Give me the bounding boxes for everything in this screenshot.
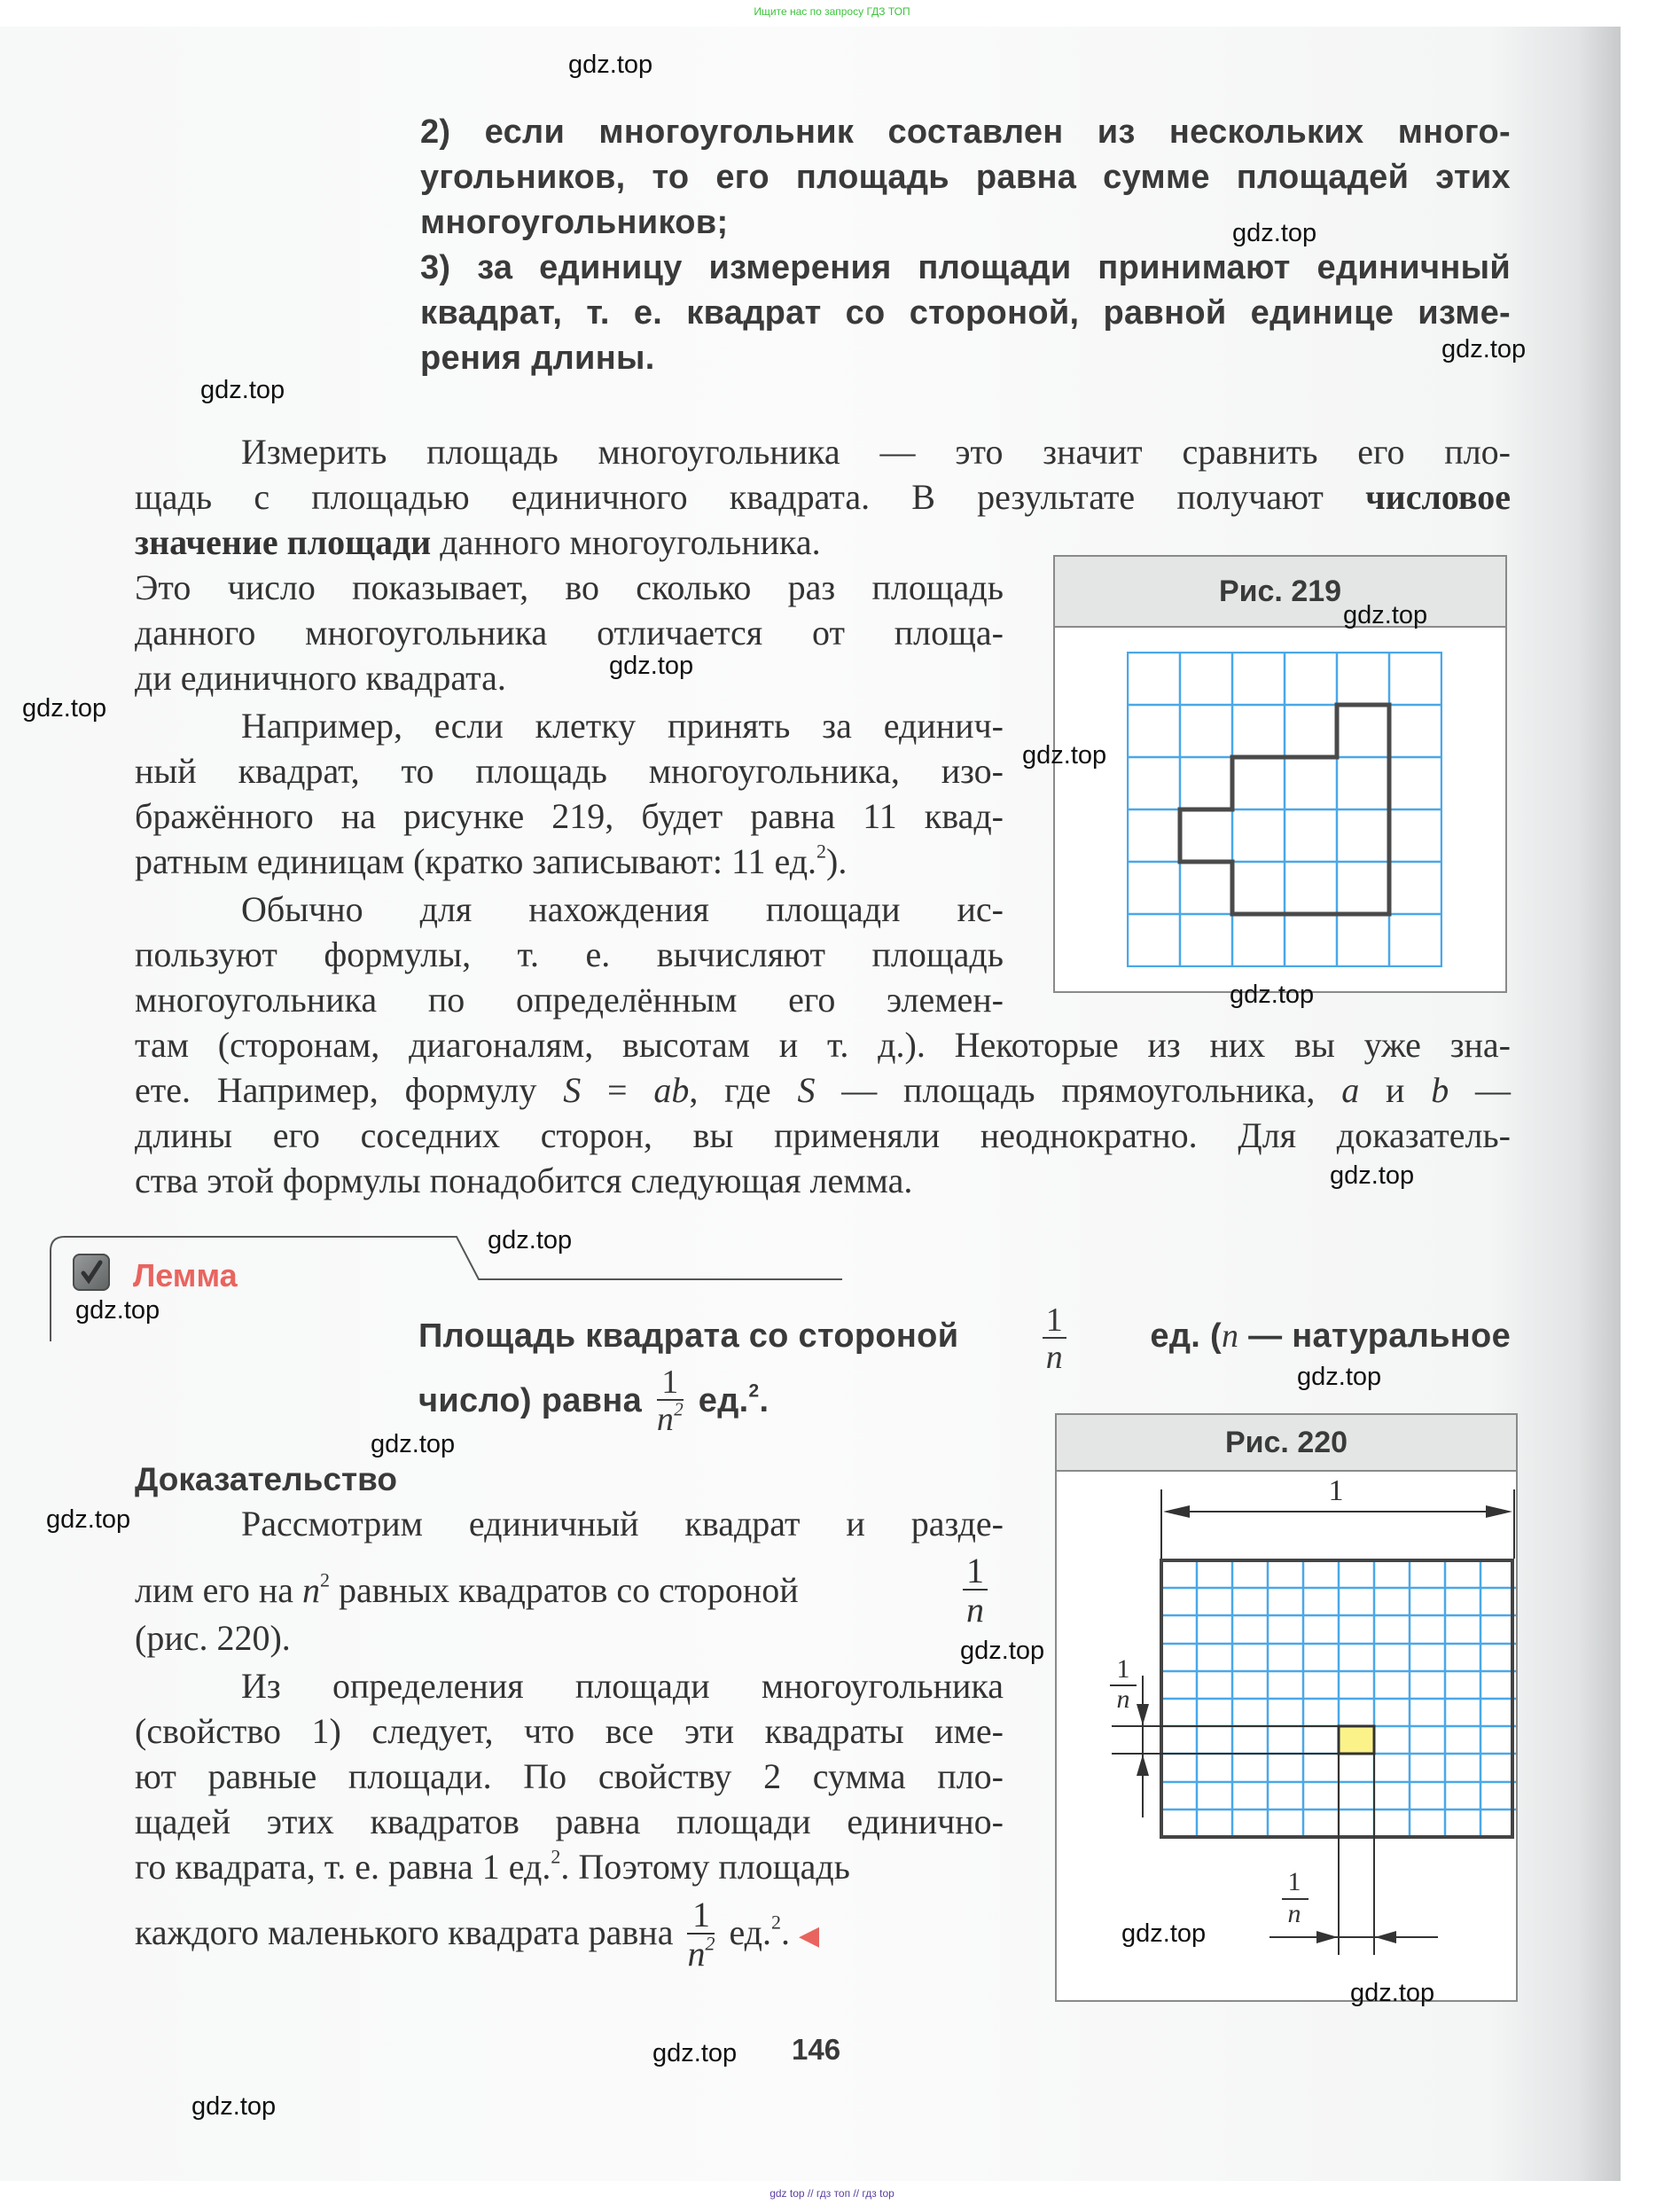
- watermark: gdz.top: [652, 2039, 738, 2067]
- figure-219-grid: [1127, 652, 1442, 967]
- text: ед.: [688, 1382, 749, 1419]
- text: =: [581, 1070, 654, 1110]
- paragraph-3-line-7: ства этой формулы понадобится следующая лемма.: [135, 1161, 913, 1200]
- paragraph-1-line-4: Это число показывает, во сколько раз площадь: [135, 567, 1004, 607]
- paragraph-3-line-4: там (сторонам, диагоналям, высотам и т. д.). Некоторые из них вы уже зна-: [135, 1025, 1511, 1065]
- paragraph-3-line-5: [135, 1067, 1511, 1113]
- var-n: n: [1221, 1317, 1239, 1355]
- paragraph-2-line-2: ный квадрат, то площадь многоугольника, изо-: [135, 751, 1004, 791]
- watermark: gdz.top: [200, 376, 285, 404]
- watermark: gdz.top: [1297, 1363, 1382, 1391]
- lemma-line1-rest: [1150, 1305, 1511, 1367]
- watermark: gdz.top: [1232, 219, 1317, 247]
- var-n: n: [656, 1400, 675, 1438]
- paragraph-2-line-3: бражённого на рисунке 219, будет равна 11 квад-: [135, 796, 1004, 836]
- denominator: [687, 1932, 715, 1974]
- text: данного многоугольника.: [431, 522, 821, 562]
- paragraph-3-line-2: пользуют формулы, т. е. вычисляют площадь: [135, 934, 1004, 974]
- superscript: 2: [551, 1845, 561, 1868]
- top-banner: Ищите нас по запросу ГДЗ ТОП: [754, 5, 910, 18]
- numerator: 1: [963, 1553, 988, 1591]
- proof-line-9: [135, 1894, 820, 1974]
- lemma-title: Лемма: [133, 1257, 238, 1294]
- var-S: S: [797, 1070, 816, 1110]
- paragraph-1-line-3: [135, 520, 821, 565]
- paragraph-1-line-1: Измерить площадь многоугольника — это значит сравнить его пло-: [241, 432, 1511, 472]
- watermark: gdz.top: [1330, 1161, 1415, 1190]
- superscript: 2: [748, 1380, 760, 1402]
- dim-label-1: 1: [1328, 1474, 1344, 1507]
- denominator: n: [966, 1590, 984, 1630]
- watermark: gdz.top: [960, 1637, 1045, 1665]
- text: равных квадратов со стороной: [330, 1570, 799, 1610]
- watermark: gdz.top: [609, 652, 694, 680]
- watermark: gdz.top: [191, 2092, 277, 2121]
- numerator: 1: [687, 1897, 715, 1935]
- text: ратным единицам (кратко записывают: 11 ед.: [135, 841, 817, 881]
- text: каждого маленького квадрата равна: [135, 1912, 683, 1952]
- numerator: 1: [1043, 1303, 1066, 1339]
- figure-219: [1053, 555, 1507, 993]
- bold-term: числовое: [1365, 477, 1511, 517]
- highlighted-small-square: [1339, 1726, 1374, 1754]
- denominator: [656, 1398, 684, 1438]
- watermark: gdz.top: [75, 1296, 160, 1325]
- property-3-line-1: 3) за единицу измерения площади принимают единичный: [420, 249, 1511, 286]
- bold-term: значение площади: [135, 522, 432, 562]
- var-ab: ab: [653, 1070, 690, 1110]
- text: —: [1449, 1070, 1512, 1110]
- superscript: 2: [816, 840, 827, 863]
- figure-220: [1055, 1413, 1518, 2002]
- fraction-1-over-n: [1043, 1301, 1066, 1376]
- text: щадь с площадью единичного квадрата. В результате получают: [135, 477, 1366, 517]
- dim-label-den: n: [1116, 1684, 1130, 1714]
- text: число) равна: [418, 1382, 652, 1419]
- fraction-1-over-n-squared: [657, 1365, 684, 1436]
- property-3-line-3: рения длины.: [420, 340, 655, 377]
- text: го квадрата, т. е. равна 1 ед.: [135, 1847, 551, 1887]
- superscript: 2: [320, 1568, 331, 1591]
- proof-line-1: Рассмотрим единичный квадрат и разде-: [241, 1504, 1004, 1544]
- paragraph-1-line-2: [135, 474, 1511, 520]
- watermark: gdz.top: [1350, 1979, 1435, 2007]
- text: — натуральное: [1238, 1317, 1511, 1355]
- watermark: gdz.top: [1343, 601, 1428, 629]
- watermark: gdz.top: [1230, 981, 1315, 1009]
- text: и: [1359, 1070, 1432, 1110]
- text: ед. (: [1150, 1317, 1222, 1355]
- paragraph-3-line-3: многоугольника по определённым его элемен-: [135, 980, 1004, 1020]
- var-a: a: [1341, 1070, 1360, 1110]
- proof-line-2: [135, 1567, 1004, 1621]
- paragraph-2-line-1: Например, если клетку принять за единич-: [241, 706, 1004, 746]
- property-2-line-3: многоугольников;: [420, 204, 729, 241]
- proof-line-8: [135, 1844, 1004, 1889]
- property-3-line-2: квадрат, т. е. квадрат со стороной, равной единице изме-: [420, 294, 1511, 332]
- var-S: S: [563, 1070, 582, 1110]
- watermark: gdz.top: [22, 694, 107, 723]
- watermark: gdz.top: [1022, 741, 1107, 770]
- page-gutter-shadow: [1578, 27, 1621, 2181]
- proof-line-5: (свойство 1) следует, что все эти квадраты име-: [135, 1711, 1004, 1751]
- text: ).: [826, 841, 848, 881]
- var-b: b: [1431, 1070, 1449, 1110]
- paragraph-2-line-4: [135, 839, 847, 884]
- dim-label-num: 1: [1116, 1654, 1130, 1684]
- checkmark-icon: [73, 1254, 110, 1291]
- text: . Поэтому площадь: [560, 1847, 850, 1887]
- proof-title: Доказательство: [135, 1461, 397, 1497]
- dim-label-num: 1: [1287, 1867, 1301, 1896]
- paragraph-3-line-1: Обычно для нахождения площади ис-: [241, 889, 1004, 929]
- paragraph-3-line-6: длины его соседних сторон, вы применяли неоднократно. Для доказатель-: [135, 1115, 1511, 1155]
- var-n: n: [687, 1933, 706, 1974]
- bottom-banner: gdz top // гдз топ // гдз top: [770, 2187, 894, 2200]
- watermark: gdz.top: [371, 1430, 456, 1458]
- watermark: gdz.top: [1121, 1919, 1207, 1948]
- watermark: gdz.top: [568, 51, 653, 79]
- figure-220-caption: Рис. 220: [1057, 1415, 1516, 1472]
- proof-line-7: щадей этих квадратов равна площади единично-: [135, 1802, 1004, 1841]
- watermark: gdz.top: [488, 1226, 573, 1255]
- text: Площадь квадрата со стороной: [418, 1317, 959, 1355]
- text: .: [781, 1912, 791, 1952]
- property-2-line-1: 2) если многоугольник составлен из нескольких много-: [420, 113, 1511, 151]
- text: лим его на: [135, 1570, 303, 1610]
- superscript: 2: [771, 1911, 782, 1934]
- dim-label-den: n: [1287, 1899, 1301, 1928]
- text: ете. Например, формулу: [135, 1070, 564, 1110]
- lemma-statement-line-2: [418, 1365, 769, 1436]
- proof-fraction-1-over-n: [963, 1553, 988, 1628]
- superscript: 2: [705, 1932, 715, 1955]
- paragraph-1-line-6: ди единичного квадрата.: [135, 658, 506, 698]
- watermark: gdz.top: [46, 1505, 131, 1534]
- text: ед.: [720, 1912, 772, 1952]
- numerator: 1: [657, 1365, 684, 1401]
- watermark: gdz.top: [1441, 335, 1527, 363]
- text: — площадь прямоугольника,: [815, 1070, 1342, 1110]
- lemma-statement-line-1: [418, 1301, 1511, 1376]
- end-of-proof-icon: ◀: [799, 1921, 820, 1950]
- proof-line-4: Из определения площади многоугольника: [241, 1666, 1004, 1706]
- var-n: n: [302, 1570, 321, 1610]
- proof-line-3: (рис. 220).: [135, 1618, 291, 1658]
- fraction-1-over-n-squared: [687, 1894, 715, 1974]
- paragraph-1-line-5: данного многоугольника отличается от площа-: [135, 613, 1004, 653]
- text: .: [759, 1382, 770, 1419]
- superscript: 2: [674, 1398, 684, 1420]
- figure-219-caption: Рис. 219: [1055, 557, 1505, 628]
- property-2-line-2: угольников, то его площадь равна сумме площадей этих: [420, 159, 1511, 196]
- text: , где: [689, 1070, 798, 1110]
- proof-line-6: ют равные площади. По свойству 2 сумма пло-: [135, 1756, 1004, 1796]
- denominator: n: [1045, 1339, 1064, 1376]
- page-number: 146: [792, 2033, 841, 2066]
